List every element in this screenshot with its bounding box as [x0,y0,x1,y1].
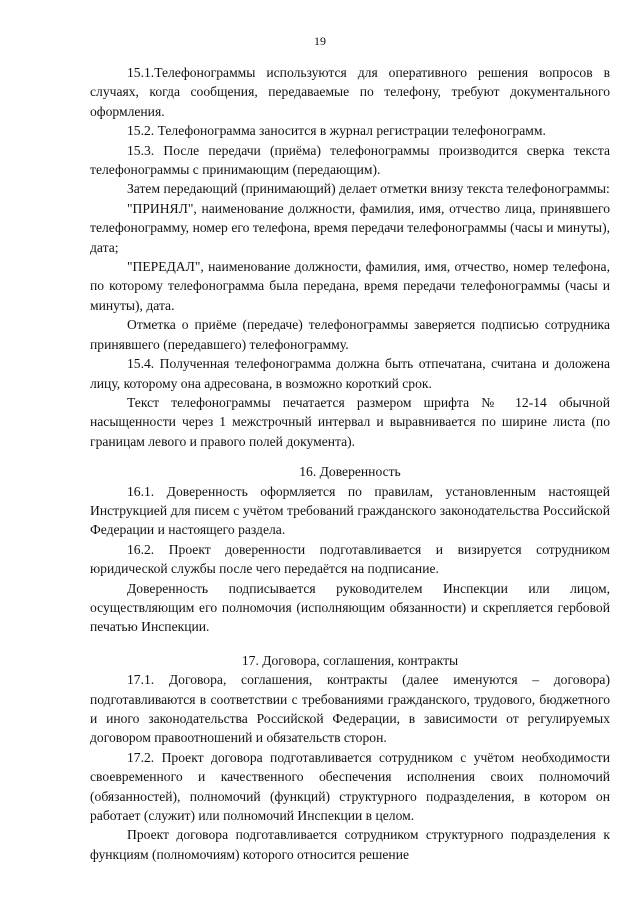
paragraph-16-1: 16.1. Доверенность оформляется по правилам, установленным настоящей Инструкцией для писем с учётом требований гражданского законодательства Российской Федерации и настоящего раздела. [90,483,610,538]
paragraph-font-note: Текст телефонограммы печатается размером шрифта № 12-14 обычной насыщенности через 1 межстрочный интервал и выравнивается по ширине листа (по границам левого и правого полей документа). [90,394,610,449]
paragraph-16-signing: Доверенность подписывается руководителем Инспекции или лицом, осуществляющим его полномочия (исполняющим обязанности) и скрепляется гербовой печатью Инспекции. [90,580,610,635]
paragraph-15-2: 15.2. Телефонограмма заносится в журнал регистрации телефонограмм. [127,123,546,139]
paragraph-15-1: 15.1.Телефонограммы используются для оперативного решения вопросов в случаях, когда сообщения, передаваемые по телефону, требуют документального оформления. [90,65,610,119]
page-number: 19 [314,34,326,48]
paragraph-signature-note: Отметка о приёме (передаче) телефонограммы заверяется подписью сотрудника принявшего (передавшего) телефонограмму. [90,317,610,352]
paragraph-15-4: 15.4. Полученная телефонограмма должна быть отпечатана, считана и доложена лицу, которому она адресована, в возможно короткий срок. [90,356,610,391]
paragraph-marks-intro: Затем передающий (принимающий) делает отметки внизу текста телефонограммы: [127,181,610,197]
paragraph-peredal: "ПЕРЕДАЛ", наименование должности, фамилия, имя, отчество, номер телефона, по которому телефонограмма была передана, время передачи телефонограммы (часы и минуты), дата. [90,259,610,313]
paragraph-prinyal: "ПРИНЯЛ", наименование должности, фамилия, имя, отчество лица, принявшего телефонограмму, номер его телефона, время передачи телефонограммы (часы и минуты), дата; [90,200,610,255]
paragraph-15-3: 15.3. После передачи (приёма) телефонограммы производится сверка текста телефонограммы с принимающим (передающим). [90,142,610,178]
paragraph-17-draft: Проект договора подготавливается сотрудником структурного подразделения к функциям (полномочиям) которого относится решение [90,827,610,862]
paragraph-17-1: 17.1. Договора, соглашения, контракты (далее именуются – договора) подготавливаются в соответствии с требованиями гражданского, трудового, бюджетного и иного законодательства Российской Федерации, в зависимости от регулируемых договором правоотношений и обязательств сторон. [90,672,610,746]
section-heading-16: 16. Доверенность [299,464,401,480]
paragraph-16-2: 16.2. Проект доверенности подготавливается и визируется сотрудником юридической службы после чего передаётся на подписание. [90,541,610,577]
paragraph-17-2: 17.2. Проект договора подготавливается сотрудником с учётом необходимости своевременного и качественного обеспечения исполнения своих полномочий (обязанностей), полномочий (функций) структурного подразделения, в котором он работает (служит) или полномочий Инспекции в целом. [90,749,610,824]
page-content [90,63,610,864]
section-heading-17: 17. Договора, соглашения, контракты [241,652,459,668]
